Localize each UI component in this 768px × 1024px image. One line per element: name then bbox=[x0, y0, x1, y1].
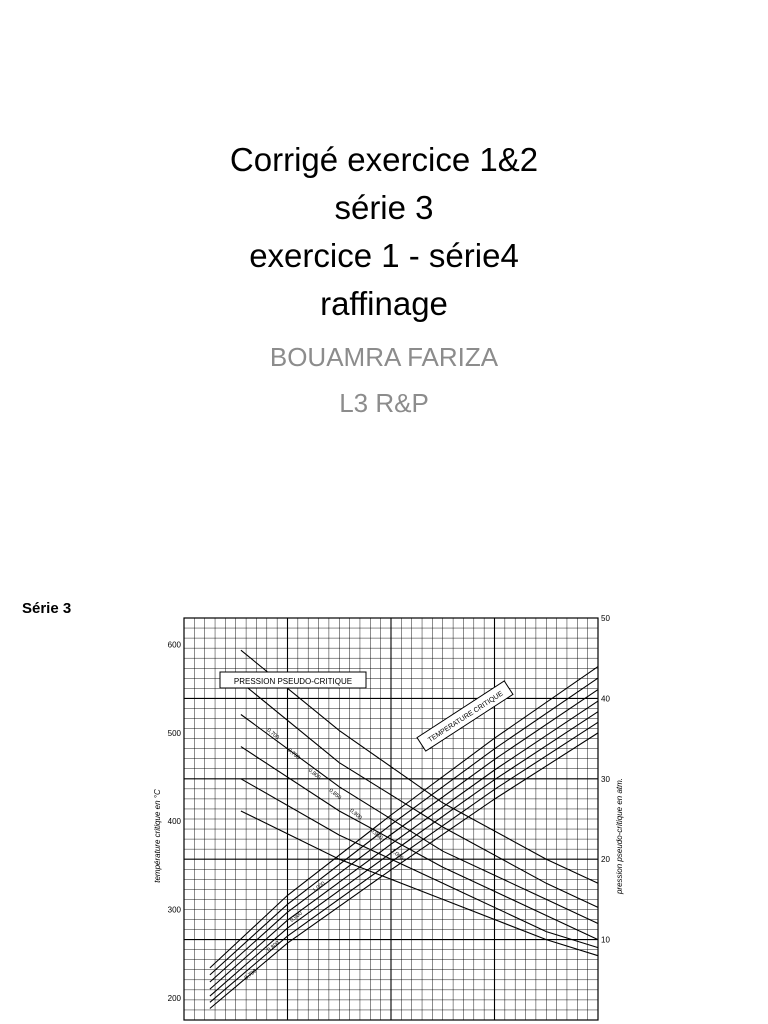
y-tick-label-left: 300 bbox=[167, 905, 181, 915]
series-rising-label: 0,700 bbox=[243, 968, 259, 982]
series-rising-0 bbox=[210, 733, 598, 1009]
series-rising-3 bbox=[210, 701, 598, 989]
chart-title: PRESSION PSEUDO-CRITIQUE bbox=[233, 677, 353, 686]
series-falling-label: 0,850 bbox=[327, 787, 343, 802]
title-line-4: raffinage bbox=[320, 285, 448, 322]
class-name: L3 R&P bbox=[339, 388, 429, 418]
series-falling-3 bbox=[241, 747, 598, 940]
slide-subtitle bbox=[0, 334, 768, 426]
title-line-3: exercice 1 - série4 bbox=[249, 237, 519, 274]
slide-title bbox=[0, 136, 768, 328]
author-name: BOUAMRA FARIZA bbox=[269, 342, 499, 372]
series-rising-label: 0,800 bbox=[266, 940, 281, 954]
series-falling-label: 0,750 bbox=[286, 747, 301, 762]
series-falling-label: 0,950 bbox=[369, 827, 384, 842]
inner-label-group bbox=[417, 681, 513, 751]
chart-series bbox=[210, 650, 598, 1008]
y-axis-label-left: température critique en °C bbox=[153, 789, 162, 883]
series-rising-label: 1,000 bbox=[311, 880, 327, 895]
series-falling-label: 0,800 bbox=[306, 767, 322, 782]
y-tick-label-right: 20 bbox=[601, 855, 610, 865]
series-falling-1 bbox=[241, 682, 598, 907]
inner-label: TEMPERATURE CRITIQUE bbox=[427, 690, 505, 745]
y-tick-label-right: 40 bbox=[601, 694, 610, 704]
y-tick-label-right: 30 bbox=[601, 774, 610, 784]
series-falling-label: 0,700 bbox=[265, 727, 280, 741]
y-axis-label-right: pression pseudo-critique en atm. bbox=[615, 777, 624, 895]
y-tick-label-right: 50 bbox=[601, 614, 610, 623]
series-rising-2 bbox=[210, 712, 598, 996]
y-tick-label-right: 10 bbox=[601, 935, 610, 945]
series-rising-label: 0,900 bbox=[289, 910, 304, 924]
series-falling-label: 0,900 bbox=[348, 807, 363, 822]
title-line-1: Corrigé exercice 1&2 bbox=[229, 141, 539, 178]
y-tick-label-left: 500 bbox=[167, 728, 181, 738]
section-label: Série 3 bbox=[22, 600, 72, 617]
series-falling-label: 1,000 bbox=[389, 848, 405, 862]
series-rising-6 bbox=[210, 667, 598, 968]
title-line-2: série 3 bbox=[334, 189, 434, 226]
y-tick-label-left: 600 bbox=[167, 640, 181, 650]
y-tick-label-left: 200 bbox=[167, 993, 181, 1003]
chart-figure bbox=[140, 604, 640, 1024]
y-tick-label-left: 400 bbox=[167, 817, 181, 827]
